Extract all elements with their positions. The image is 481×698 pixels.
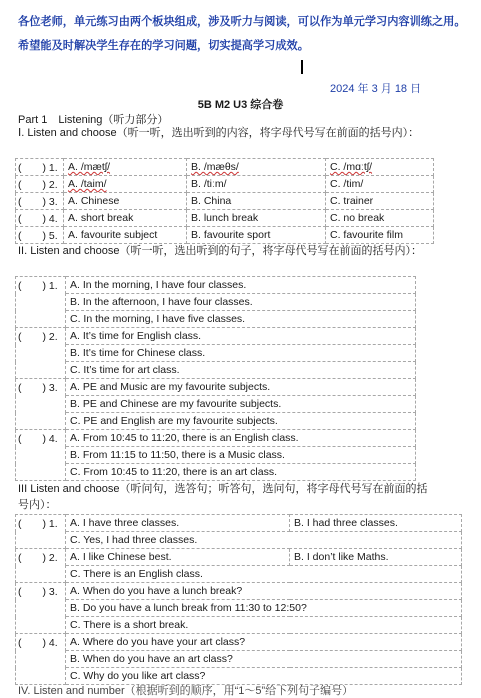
table-row	[16, 566, 462, 583]
option-b: B. Do you have a lunch break from 11:30 to 12:50?	[66, 600, 462, 617]
text-cursor	[301, 60, 303, 74]
table-row	[16, 617, 462, 634]
question-number: ( ) 3.	[16, 583, 66, 634]
teacher-note: 各位老师，单元练习由两个板块组成，涉及听力与阅读，可以作为单元学习内容训练之用。希望能及时解决学生存在的学习问题，切实提高学习成效。	[18, 15, 466, 52]
table-row	[16, 362, 416, 379]
option-c: C. trainer	[326, 193, 434, 210]
option-a: A. favourite subject	[64, 227, 187, 244]
question-number: ( ) 1.	[16, 159, 64, 176]
section2-table	[15, 276, 416, 481]
table-row	[16, 379, 416, 396]
table-row	[16, 396, 416, 413]
option-a: A. From 10:45 to 11:20, there is an English class.	[66, 430, 416, 447]
table-row	[16, 294, 416, 311]
section2-instruction: II. Listen and choose（听一听，选出听到的句子，将字母代号写在前面的括号内）：	[18, 245, 423, 257]
option-b: B. I had three classes.	[290, 515, 462, 532]
option-b: B. When do you have an art class?	[66, 651, 462, 668]
table-row	[16, 193, 434, 210]
question-number: ( ) 2.	[16, 549, 66, 583]
table-row	[16, 464, 416, 481]
option-b: B. PE and Chinese are my favourite subjects.	[66, 396, 416, 413]
table-row	[16, 227, 434, 244]
table-row	[16, 447, 416, 464]
table-row	[16, 311, 416, 328]
option-b: B. lunch break	[187, 210, 326, 227]
option-b: B. /tiːm/	[187, 176, 326, 193]
question-number: ( ) 3.	[16, 379, 66, 430]
option-c: C. Why do you like art class?	[66, 668, 462, 685]
table-row	[16, 583, 462, 600]
question-number: ( ) 1.	[16, 515, 66, 549]
option-c: C. favourite film	[326, 227, 434, 244]
question-number: ( ) 3.	[16, 193, 64, 210]
option-c: C. From 10:45 to 11:20, there is an art class.	[66, 464, 416, 481]
section4-heading-cut: IV. Listen and number（根据听到的顺序，用“1～5”给下列句子编号）	[18, 685, 354, 697]
part1-heading: Part 1 Listening（听力部分）	[18, 114, 169, 126]
option-a: A. Chinese	[64, 193, 187, 210]
option-b: B. It’s time for Chinese class.	[66, 345, 416, 362]
option-b: B. In the afternoon, I have four classes.	[66, 294, 416, 311]
option-b: B. /mæθs/	[187, 159, 326, 176]
document-date: 2024 年 3 月 18 日	[330, 83, 422, 95]
option-b: B. From 11:15 to 11:50, there is a Music class.	[66, 447, 416, 464]
question-number: ( ) 2.	[16, 176, 64, 193]
table-row	[16, 549, 462, 566]
table-row	[16, 515, 462, 532]
option-c: C. PE and English are my favourite subjects.	[66, 413, 416, 430]
question-number: ( ) 4.	[16, 430, 66, 481]
table-row	[16, 176, 434, 193]
question-number: ( ) 2.	[16, 328, 66, 379]
option-a: A. short break	[64, 210, 187, 227]
table-row	[16, 532, 462, 549]
option-b: B. I don’t like Maths.	[290, 549, 462, 566]
table-row	[16, 328, 416, 345]
section1-instruction: Ⅰ. Listen and choose（听一听，选出听到的内容，将字母代号写在前面的括号内）：	[18, 127, 420, 139]
table-row	[16, 413, 416, 430]
option-c: C. /mɑːtʃ/	[326, 159, 434, 176]
table-row	[16, 600, 462, 617]
section1-table	[15, 158, 434, 244]
table-row	[16, 159, 434, 176]
option-c: C. There is a short break.	[66, 617, 462, 634]
table-row	[16, 430, 416, 447]
option-c: C. Yes, I had three classes.	[66, 532, 462, 549]
option-a: A. When do you have a lunch break?	[66, 583, 462, 600]
document-title: 5B M2 U3 综合卷	[197, 99, 284, 111]
question-number: ( ) 4.	[16, 210, 64, 227]
option-c: C. There is an English class.	[66, 566, 462, 583]
option-c: C. It’s time for art class.	[66, 362, 416, 379]
question-number: ( ) 4.	[16, 634, 66, 685]
table-row	[16, 277, 416, 294]
table-row	[16, 210, 434, 227]
question-number: ( ) 1.	[16, 277, 66, 328]
option-b: B. China	[187, 193, 326, 210]
question-number: ( ) 5.	[16, 227, 64, 244]
table-row	[16, 634, 462, 651]
option-b: B. favourite sport	[187, 227, 326, 244]
option-a: A. It’s time for English class.	[66, 328, 416, 345]
option-c: C. In the morning, I have five classes.	[66, 311, 416, 328]
table-row	[16, 345, 416, 362]
option-c: C. /tim/	[326, 176, 434, 193]
option-a: A. I have three classes.	[66, 515, 290, 532]
option-a: A. /mætʃ/	[64, 159, 187, 176]
option-a: A. PE and Music are my favourite subjects.	[66, 379, 416, 396]
option-c: C. no break	[326, 210, 434, 227]
section3-table	[15, 514, 462, 685]
section3-instruction: III Listen and choose（听问句，选答句；听答句，选问句，将字母代号写在前面的括号内）：	[18, 483, 428, 511]
option-a: A. Where do you have your art class?	[66, 634, 462, 651]
option-a: A. I like Chinese best.	[66, 549, 290, 566]
option-a: A. In the morning, I have four classes.	[66, 277, 416, 294]
table-row	[16, 651, 462, 668]
option-a: A. /taim/	[64, 176, 187, 193]
